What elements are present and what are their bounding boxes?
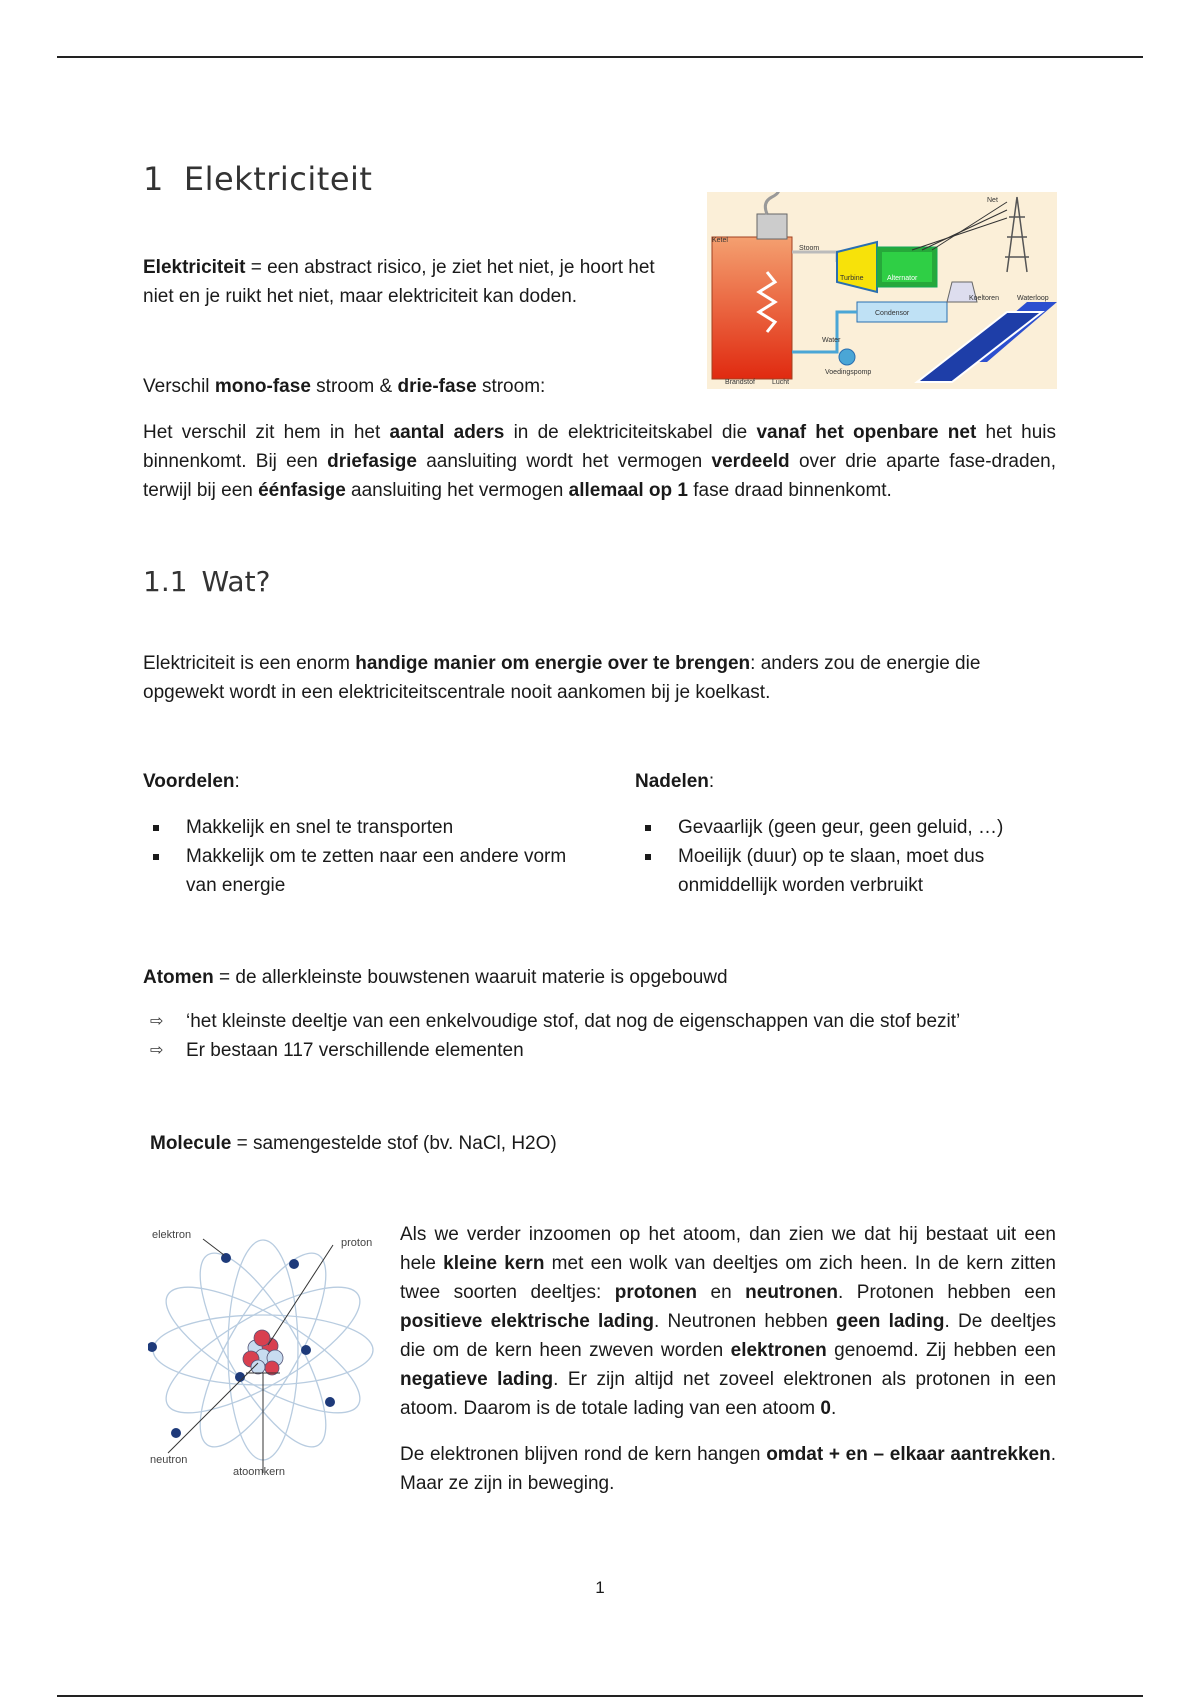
list-item: Moeilijk (duur) op te slaan, moet dus onmiddellijk worden verbruikt xyxy=(635,842,1055,900)
verschil-paragraph: Het verschil zit hem in het aantal aders in de elektriciteitskabel die vanaf het openbare net het huis binnenkomt. Bij een driefasige aansluiting wordt het vermogen verdeeld over drie aparte fase-draden, terwijl bij een éénfasige aansluiting het vermogen allemaal op 1 fase draad binnenkomt. xyxy=(143,422,1057,501)
svg-text:Koeltoren: Koeltoren xyxy=(969,295,999,302)
nadelen-list xyxy=(635,813,1055,900)
definition-paragraph: Elektriciteit = een abstract risico, je ziet het niet, je hoort het niet en je ruikt het niet, maar elektriciteit kan doden. xyxy=(143,257,655,307)
pump-shape xyxy=(839,349,855,365)
svg-text:Turbine: Turbine xyxy=(840,275,864,282)
top-rule xyxy=(57,56,1143,58)
voordelen-list xyxy=(143,813,573,900)
power-plant-diagram xyxy=(707,192,1057,389)
arrow-icon: ⇨ xyxy=(150,1013,164,1030)
list-item: Gevaarlijk (geen geur, geen geluid, …) xyxy=(635,813,1055,842)
arrow-icon: ⇨ xyxy=(150,1042,164,1059)
svg-text:Water: Water xyxy=(822,337,841,344)
ketel-shape xyxy=(712,237,792,379)
list-item: Makkelijk en snel te transporten xyxy=(143,813,573,842)
elektron-label: elektron xyxy=(152,1229,192,1241)
page-number: 1 xyxy=(595,1578,605,1597)
list-item: Makkelijk om te zetten naar een andere vorm van energie xyxy=(143,842,573,900)
electrons xyxy=(148,1253,335,1438)
nucleus xyxy=(243,1330,283,1375)
list-item: ⇨ Er bestaan 117 verschillende elementen xyxy=(143,1036,1056,1065)
neutron-label: neutron xyxy=(150,1454,188,1466)
svg-text:Waterloop: Waterloop xyxy=(1017,295,1049,302)
atoomkern-label: atoomkern xyxy=(233,1466,285,1478)
turbine-shape xyxy=(837,242,877,292)
atom-diagram xyxy=(148,1225,383,1485)
atomen-definition: Atomen = de allerkleinste bouwstenen waaruit materie is opgebouwd xyxy=(143,967,728,988)
bottom-rule xyxy=(57,1695,1143,1697)
wat-paragraph: Elektriciteit is een enorm handige manier om energie over te brengen: anders zou de energie die opgewekt wordt in een elektriciteitscentrale nooit aankomen bij je koelkast. xyxy=(143,653,981,703)
svg-text:Stoom: Stoom xyxy=(799,245,820,252)
svg-text:Alternator: Alternator xyxy=(887,275,918,282)
atoom-paragraph: Als we verder inzoomen op het atoom, dan zien we dat hij bestaat uit een hele kleine kern met een wolk van deeltjes om zich heen. In de kern zitten twee soorten deeltjes: protonen en neutronen. Protonen hebben een positieve elektrische lading. Neutronen hebben geen lading. De deeltjes die om de kern heen zweven worden elektronen genoemd. Zij hebben een negatieve lading. Er zijn altijd net zoveel elektronen als protonen in een atoom. Daarom is de totale lading van een atoom 0. xyxy=(400,1224,1057,1419)
chimney xyxy=(757,214,787,239)
svg-text:Voedingspomp: Voedingspomp xyxy=(825,369,872,376)
section-heading: 1.1 Wat? xyxy=(143,565,271,598)
svg-text:Lucht: Lucht xyxy=(772,379,790,386)
list-item: ⇨ ‘het kleinste deeltje van een enkelvoudige stof, dat nog de eigenschappen van die stof bezit’ xyxy=(143,1007,1056,1036)
nadelen-title: Nadelen: xyxy=(635,771,715,792)
proton-label: proton xyxy=(341,1237,373,1249)
molecule-definition: Molecule = samengestelde stof (bv. NaCl, H2O) xyxy=(150,1133,557,1154)
atomen-list xyxy=(143,1007,1056,1065)
elektronen-paragraph: De elektronen blijven rond de kern hangen omdat + en – elkaar aantrekken. Maar ze zijn in beweging. xyxy=(400,1444,1056,1494)
voordelen-title: Voordelen: xyxy=(143,771,240,792)
chapter-heading: 1 Elektriciteit xyxy=(143,160,373,198)
svg-text:Brandstof: Brandstof xyxy=(725,379,755,386)
svg-text:Condensor: Condensor xyxy=(875,310,910,317)
svg-text:Net: Net xyxy=(987,197,998,204)
verschil-line: Verschil mono-fase stroom & drie-fase stroom: xyxy=(143,376,546,397)
svg-text:Ketel: Ketel xyxy=(712,237,728,244)
